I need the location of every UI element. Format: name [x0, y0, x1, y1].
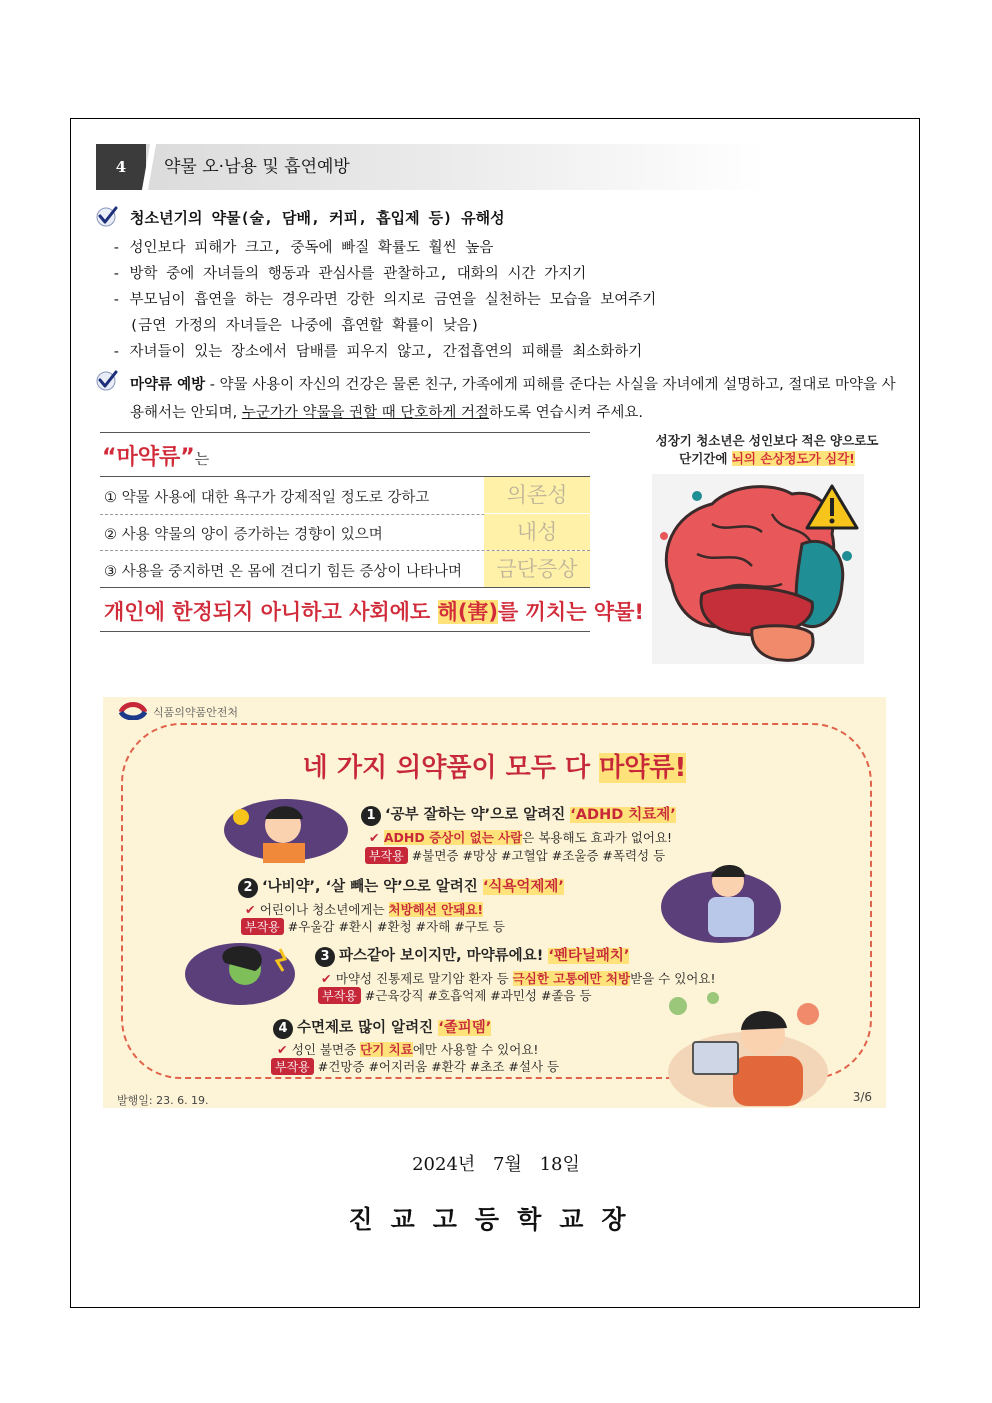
- block1-line: - 성인보다 피해가 크고, 중독에 빠질 확률도 훨씬 높음: [112, 240, 494, 256]
- item-number: 2: [238, 878, 258, 898]
- drug-tag: 내성: [484, 514, 590, 550]
- brain-caption-line: 성장기 청소년은 성인보다 적은 양으로도: [655, 433, 879, 448]
- drug-warning: [104, 596, 644, 626]
- person-illustration: [185, 941, 300, 1006]
- poster-page-number: 3/6: [852, 1090, 872, 1104]
- government-logo-icon: [119, 702, 147, 720]
- item-heading-text: ‘나비약’, ‘살 빼는 약’으로 알려진: [262, 879, 483, 895]
- item-desc-highlight: ADHD 증상이 없는 사람: [383, 830, 523, 845]
- drug-row: ③ 사용을 중지하면 온 몸에 견디기 힘든 증상이 나타나며: [104, 564, 463, 580]
- item-number: 1: [361, 806, 381, 826]
- poster-item-desc: ✔ 마약성 진통제로 말기암 환자 등 극심한 고통에만 처방받을 수 있어요!: [321, 971, 716, 986]
- drug-warning-text: 를 끼치는 약물!: [498, 600, 644, 624]
- brain-caption-line: [652, 450, 882, 468]
- side-effect-badge: 부작용: [271, 1058, 314, 1075]
- checkmark-icon: [96, 369, 118, 391]
- poster-item-desc: ✔ 성인 불면증 단기 치료에만 사용할 수 있어요!: [277, 1042, 539, 1057]
- item-heading-text: 파스같아 보이지만, 마약류에요!: [339, 948, 549, 964]
- side-effect-text: #건망증 #어지러움 #환각 #초조 #설사 등: [317, 1059, 560, 1074]
- poster-title-highlight: 마약류!: [599, 753, 687, 783]
- document-date: 2024년 7월 18일: [412, 1154, 580, 1175]
- item-desc-text: 어린이나 청소년에게는: [259, 902, 389, 917]
- side-effect-text: #근육강직 #호흡억제 #과민성 #졸음 등: [364, 988, 592, 1003]
- checkmark-icon: [96, 205, 118, 227]
- side-effect-badge: 부작용: [365, 847, 408, 864]
- poster-item-heading: [273, 1016, 491, 1039]
- item-number: 3: [315, 947, 335, 967]
- side-effect-text: #불면증 #망상 #고혈압 #조울증 #폭력성 등: [411, 848, 666, 863]
- side-effect-badge: 부작용: [241, 918, 284, 935]
- poster-item-side: [318, 986, 592, 1004]
- drug-row: ① 약물 사용에 대한 욕구가 강제적일 정도로 강하고: [104, 490, 430, 506]
- block1-line: (금연 가정의 자녀들은 나중에 흡연할 확률이 낮음): [112, 318, 480, 334]
- poster-item-heading: [361, 803, 676, 826]
- poster-item-side: [241, 917, 505, 935]
- block2-text: 하도록 연습시켜 주세요.: [489, 405, 643, 421]
- block2-underline: 누군가가 약물을 권할 때 단호하게 거절: [241, 405, 490, 421]
- block1-line: - 방학 중에 자녀들의 행동과 관심사를 관찰하고, 대화의 시간 가지기: [112, 266, 587, 282]
- drug-tag: 금단증상: [484, 551, 590, 587]
- item-number: 4: [273, 1019, 293, 1039]
- item-desc-highlight: 극심한 고통에만 처방: [512, 971, 631, 986]
- person-illustration: [653, 992, 833, 1107]
- brain-caption-text: 단기간에: [679, 451, 732, 466]
- side-effect-badge: 부작용: [318, 987, 361, 1004]
- brain-illustration: [652, 474, 864, 664]
- item-heading-highlight: ‘펜타닐패치’: [548, 948, 630, 964]
- poster-item-side: [271, 1057, 559, 1075]
- school-principal-signature: 진교고등학교장: [348, 1205, 644, 1234]
- item-desc-text: 은 복용해도 효과가 없어요!: [522, 830, 673, 845]
- person-illustration: [653, 859, 788, 944]
- person-illustration: [221, 797, 351, 863]
- item-desc-text: 성인 불면증: [291, 1042, 361, 1057]
- section-number: 4: [96, 144, 146, 190]
- block1-heading: 청소년기의 약물(술, 담배, 커피, 흡입제 등) 유해성: [130, 209, 505, 227]
- drug-warning-highlight: 해(害): [437, 600, 499, 624]
- section-title: 약물 오·남용 및 흡연예방: [164, 157, 350, 177]
- brain-caption: [652, 432, 882, 468]
- section-header: [96, 144, 766, 190]
- poster-title: [103, 747, 886, 784]
- block2-paragraph: [130, 371, 900, 427]
- poster-item-heading: [315, 944, 629, 967]
- item-desc-highlight: 단기 치료: [360, 1042, 413, 1057]
- drug-tag: 의존성: [484, 477, 590, 513]
- mfds-poster: [103, 697, 886, 1108]
- item-desc-text: 마약성 진통제로 말기암 환자 등: [335, 971, 513, 986]
- item-heading-highlight: ‘ADHD 치료제’: [570, 807, 676, 823]
- drug-warning-text: 개인에 한정되지 아니하고 사회에도: [104, 600, 438, 624]
- block1-line: - 부모님이 흡연을 하는 경우라면 강한 의지로 금연을 실천하는 모습을 보여주기: [112, 292, 657, 308]
- poster-published-date: 발행일: 23. 6. 19.: [117, 1094, 209, 1107]
- poster-item-heading: [238, 875, 564, 898]
- drug-box-title: [102, 440, 209, 471]
- poster-item-desc: ✔ ADHD 증상이 없는 사람은 복용해도 효과가 없어요!: [369, 830, 673, 845]
- brain-caption-highlight: 뇌의 손상정도가 심각!: [731, 451, 855, 466]
- item-desc-text: 받을 수 있어요!: [630, 971, 716, 986]
- poster-org: 식품의약품안전처: [153, 706, 239, 719]
- item-desc-highlight: 처방해선 안돼요!: [388, 902, 484, 917]
- block2-text: - 약물 사용이 자신의 건강은 물론 친구, 가족에게 피해를 준다는 사실을 자녀에게 설명하고, 절대로 마약을 사용해서는 안되며,: [130, 377, 896, 421]
- item-heading-text: ‘공부 잘하는 약’으로 알려진: [385, 807, 571, 823]
- poster-item-desc: ✔ 어린이나 청소년에게는 처방해선 안돼요!: [245, 902, 484, 917]
- item-heading-highlight: ‘졸피뎀’: [438, 1020, 492, 1036]
- drug-box-title-suffix: 는: [194, 450, 210, 468]
- poster-item-side: [365, 846, 665, 864]
- block1-line: - 자녀들이 있는 장소에서 담배를 피우지 않고, 간접흡연의 피해를 최소화하기: [112, 344, 643, 360]
- poster-title-text: 네 가지 의약품이 모두 다: [302, 753, 600, 783]
- item-heading-text: 수면제로 많이 알려진: [297, 1020, 439, 1036]
- drug-row: ② 사용 약물의 양이 증가하는 경향이 있으며: [104, 527, 383, 543]
- item-desc-text: 에만 사용할 수 있어요!: [412, 1042, 539, 1057]
- block2-heading: 마약류 예방: [130, 377, 206, 393]
- item-heading-highlight: ‘식욕억제제’: [482, 879, 564, 895]
- drug-box-title-text: “마약류”: [102, 445, 195, 470]
- side-effect-text: #우울감 #환시 #환청 #자해 #구토 등: [287, 919, 505, 934]
